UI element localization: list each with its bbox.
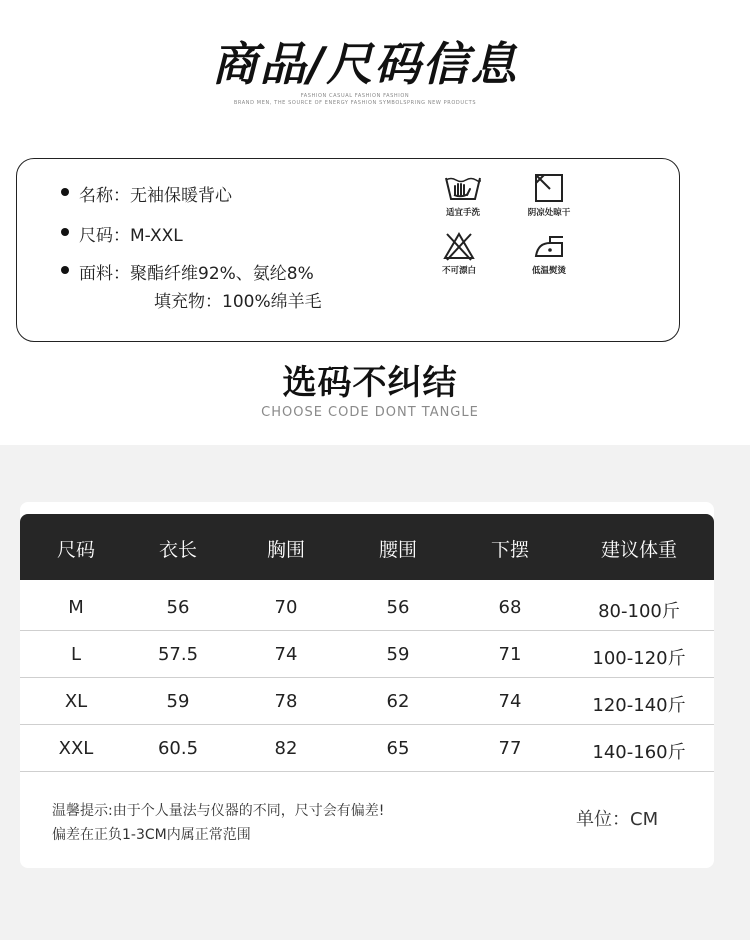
unit-label: 单位：CM (576, 809, 659, 830)
table-cell: 100-120斤 (592, 648, 686, 669)
table-cell: 60.5 (157, 738, 199, 759)
info-fabric-text: 面料：聚酯纤维92%、氨纶8% (79, 264, 314, 284)
hand-wash-icon (443, 173, 483, 203)
table-cell: 68 (498, 597, 522, 618)
care-low-iron (509, 231, 589, 276)
table-cell: L (70, 644, 82, 665)
header-cell-weight: 建议体重 (600, 539, 677, 561)
header-cell-size: 尺码 (56, 539, 95, 561)
table-cell: 70 (274, 597, 298, 618)
header-cell-length: 衣长 (158, 539, 197, 561)
care-no-bleach (419, 231, 499, 276)
info-size (79, 221, 183, 246)
care-label: 适宜手洗 (445, 208, 480, 218)
table-cell: 82 (274, 738, 298, 759)
table-cell: 59 (166, 691, 190, 712)
table-cell: 74 (498, 691, 522, 712)
info-name-text: 名称：无袖保暖背心 (79, 186, 232, 206)
table-cell: M (68, 597, 84, 618)
note-line-2: 偏差在正负1-3CM内属正常范围 (52, 827, 251, 843)
bullet-icon (61, 228, 69, 236)
product-info-box (16, 158, 680, 342)
info-size-text: 尺码：M-XXL (79, 226, 183, 246)
table-cell: 62 (386, 691, 410, 712)
care-label: 不可漂白 (441, 266, 476, 276)
shade-dry-icon (534, 173, 564, 203)
care-label: 低温熨烫 (531, 266, 566, 276)
table-cell: 56 (386, 597, 410, 618)
table-row (20, 584, 714, 631)
table-cell: 120-140斤 (592, 695, 686, 716)
section-subtitle: CHOOSE CODE DONT TANGLE (261, 405, 479, 420)
table-cell: 77 (498, 738, 522, 759)
table-cell: XXL (58, 738, 94, 759)
size-table-card (20, 502, 714, 868)
page-title: 商品/尺码信息 (211, 37, 519, 91)
header-cell-chest: 胸围 (266, 539, 305, 561)
table-row (20, 725, 714, 772)
table-cell: 59 (386, 644, 410, 665)
table-cell: 56 (166, 597, 190, 618)
care-label: 阴凉处晾干 (527, 208, 571, 218)
table-cell: 78 (274, 691, 298, 712)
note-line-1: 温馨提示:由于个人量法与仪器的不同，尺寸会有偏差! (52, 803, 385, 819)
bullet-icon (61, 266, 69, 274)
info-filling (154, 287, 322, 312)
table-cell: XL (64, 691, 88, 712)
size-table-header (20, 514, 714, 580)
table-row (20, 678, 714, 725)
bullet-icon (61, 188, 69, 196)
info-filling-text: 填充物：100%绵羊毛 (154, 292, 322, 312)
section-title: 选码不纠结 (282, 363, 458, 403)
care-hand-wash (423, 173, 503, 218)
no-bleach-icon (442, 231, 476, 261)
table-cell: 71 (498, 644, 522, 665)
table-cell: 140-160斤 (592, 742, 686, 763)
low-iron-icon (532, 231, 566, 261)
table-row (20, 631, 714, 678)
table-cell: 74 (274, 644, 298, 665)
info-name (79, 181, 232, 206)
header-cell-waist: 腰围 (378, 539, 417, 561)
title-subline-1: FASHION CASUAL FASHION FASHION (300, 93, 410, 99)
table-cell: 65 (386, 738, 410, 759)
title-subline-2: BRAND MEN, THE SOURCE OF ENERGY FASHION SYMBOLSPRING NEW PRODUCTS (233, 100, 477, 106)
info-fabric (79, 259, 314, 284)
table-cell: 80-100斤 (598, 601, 680, 622)
table-cell: 57.5 (157, 644, 199, 665)
header-cell-hem: 下摆 (490, 539, 529, 561)
care-shade-dry (509, 173, 589, 218)
